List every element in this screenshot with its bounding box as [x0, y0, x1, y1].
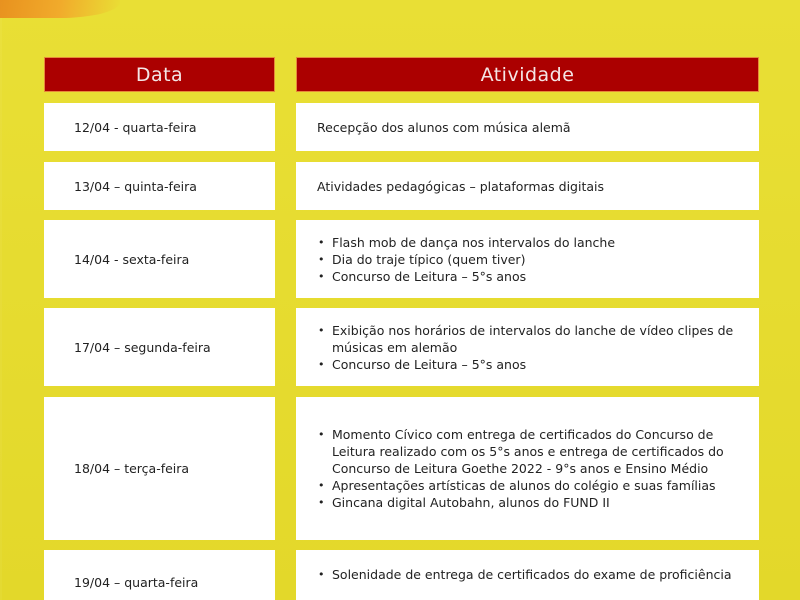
date-cell: [44, 103, 275, 151]
activity-cell: [296, 103, 759, 151]
activity-header-label: Atividade: [480, 63, 575, 86]
activity-item: • Momento Cívico com entrega de certificados do Concurso de Leitura realizado com os 5°s anos e entrega de certificados do Concurso de Leitura Goethe 2022 - 9°s anos e Ensino Médio: [332, 426, 739, 477]
activity-text: Recepção dos alunos com música alemã: [317, 119, 571, 135]
activity-list: [317, 426, 739, 511]
activity-text: Atividades pedagógicas – plataformas digitais: [317, 178, 605, 194]
date-text: 19/04 – quarta-feira: [74, 575, 199, 590]
date-text: 13/04 – quinta-feira: [74, 178, 197, 194]
activity-list: [317, 322, 739, 373]
date-cell: [44, 220, 275, 298]
activity-item: • Exibição nos horários de intervalos do lanche de vídeo clipes de músicas em alemão: [332, 322, 739, 356]
date-cell: [44, 162, 275, 210]
date-text: 14/04 - sexta-feira: [74, 251, 190, 267]
activity-item: • Gincana digital Autobahn, alunos do FUND II: [332, 494, 739, 511]
date-header-label: Data: [135, 63, 184, 86]
activity-item: • Flash mob de dança nos intervalos do lanche: [332, 234, 615, 251]
activity-cell: [296, 162, 759, 210]
date-cell: [44, 308, 275, 386]
activity-column-header: [296, 57, 759, 92]
date-text: 18/04 – terça-feira: [74, 461, 190, 476]
activity-item: • Concurso de Leitura – 5°s anos: [332, 268, 615, 285]
date-column-header: [44, 57, 275, 92]
activity-list: [317, 566, 732, 583]
activity-item: • Solenidade de entrega de certificados do exame de proficiência: [332, 566, 732, 583]
date-cell: [44, 397, 275, 540]
decorative-banner-corner: [0, 0, 120, 18]
activity-item: • Apresentações artísticas de alunos do colégio e suas famílias: [332, 477, 739, 494]
activity-cell: [296, 550, 759, 600]
activity-item: • Dia do traje típico (quem tiver): [332, 251, 615, 268]
activity-cell: [296, 397, 759, 540]
date-text: 17/04 – segunda-feira: [74, 339, 211, 355]
activity-item: • Concurso de Leitura – 5°s anos: [332, 356, 739, 373]
date-cell: [44, 550, 275, 600]
date-text: 12/04 - quarta-feira: [74, 119, 197, 135]
activity-list: [317, 234, 615, 285]
activity-cell: [296, 308, 759, 386]
activity-cell: [296, 220, 759, 298]
